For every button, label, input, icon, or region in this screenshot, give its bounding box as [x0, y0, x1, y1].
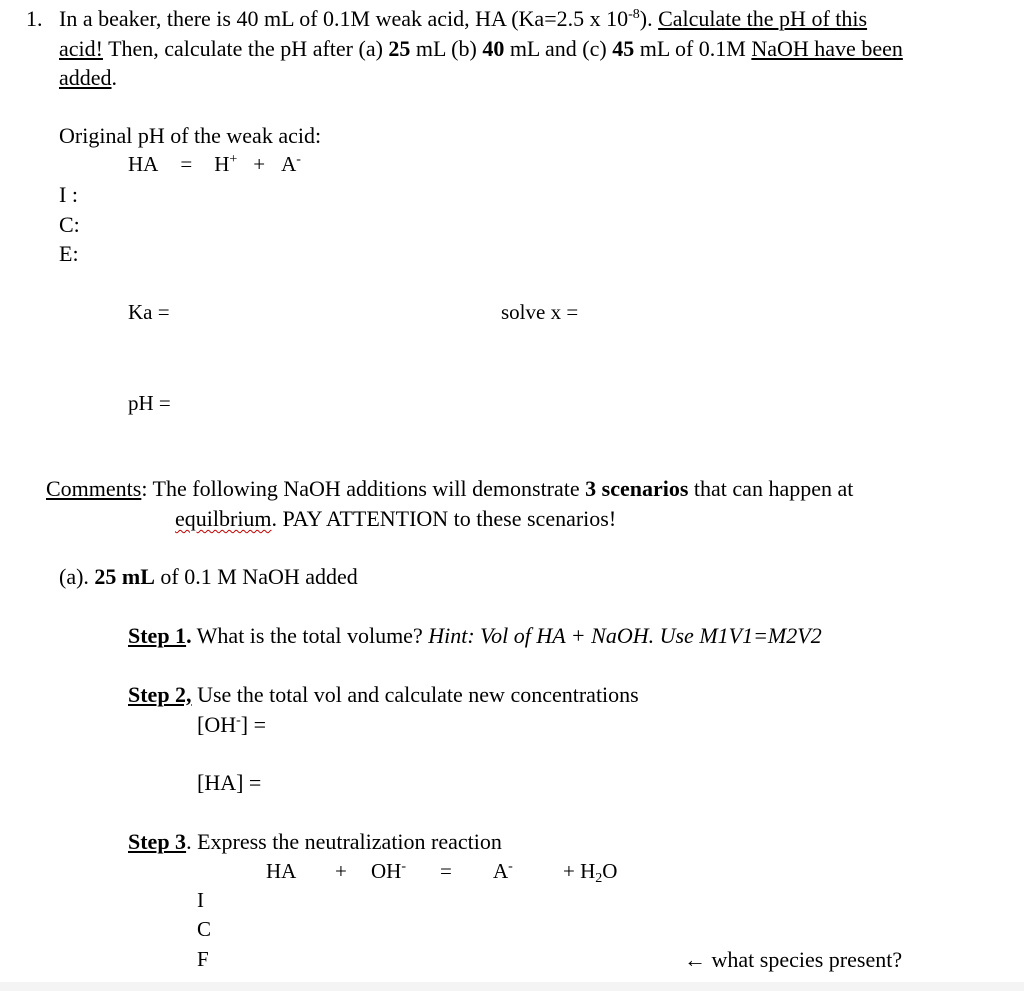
step-1-label: Step 1: [128, 623, 187, 648]
step-1-text: What is the total volume?: [191, 623, 429, 648]
oh-charge: -: [236, 713, 241, 728]
step-1: [128, 621, 822, 650]
question-line-3: [59, 63, 117, 92]
solve-x-label: solve x =: [501, 300, 579, 324]
question-line-2: [59, 34, 903, 63]
q1-text-a: In a beaker, there is 40 mL of 0.1M weak acid, HA (Ka=2.5 x 10: [59, 6, 629, 31]
part-a-volume: 25 mL: [94, 564, 155, 589]
oh-species: OH: [371, 859, 402, 883]
q3-underlined-added: added: [59, 65, 112, 90]
q2-text-h: mL of 0.1M: [634, 36, 752, 61]
step-1-dot: .: [186, 623, 192, 648]
q2-vol-b: 40: [482, 36, 505, 61]
step-3: [128, 827, 502, 856]
neutralization-a: [493, 857, 513, 886]
q2-text-b: Then, calculate the pH after (a): [102, 36, 389, 61]
oh-species-charge: -: [401, 859, 407, 874]
ka-exponent: -8: [628, 7, 640, 22]
original-ph-heading: Original pH of the weak acid:: [59, 123, 322, 148]
oh-bracket: [OH: [197, 712, 237, 737]
eq-plus: +: [253, 152, 266, 176]
a-species: A: [493, 859, 509, 883]
ice-label-i: I :: [59, 182, 78, 207]
neutralization-ha: HA: [266, 859, 297, 883]
step-2: [128, 680, 639, 709]
step-3-text: . Express the neutralization reaction: [186, 829, 502, 854]
question-number: 1.: [26, 6, 43, 31]
oh-equals: ] =: [240, 712, 267, 737]
q2-underlined-acid: acid!: [59, 36, 103, 61]
eq-a-charge: -: [296, 152, 301, 167]
comments-line-2: [175, 504, 616, 533]
neutralization-oh: [371, 857, 406, 886]
step-2-text: Use the total vol and calculate new concentrations: [191, 682, 639, 707]
comments-text-3: that can happen at: [688, 476, 854, 501]
step-1-hint: Hint: Vol of HA + NaOH. Use M1V1=M2V2: [428, 623, 822, 648]
q2-text-f: mL and (c): [504, 36, 613, 61]
q2-text-d: mL (b): [410, 36, 483, 61]
q1-underlined-text: Calculate the pH of this: [658, 6, 868, 31]
part-a-label: (a).: [59, 564, 95, 589]
comments-line-1: [46, 474, 853, 503]
neutralization-plus-1: +: [335, 859, 347, 883]
neutralization-water: [563, 857, 617, 886]
q3-period: .: [111, 65, 118, 90]
comments-label: Comments: [46, 476, 142, 501]
eq-equals: =: [180, 152, 193, 176]
eq-h: H: [214, 152, 230, 176]
oh-concentration: [197, 710, 266, 739]
ice-label-c: C:: [59, 212, 80, 237]
q1-text-b: ).: [639, 6, 659, 31]
eq-ha: HA: [128, 152, 159, 176]
step-2-label: Step 2,: [128, 682, 192, 707]
species-present-note: ← what species present?: [684, 947, 903, 972]
neutralization-plus-2: +: [563, 859, 575, 883]
ha-concentration: [HA] =: [197, 770, 262, 795]
part-a-text: of 0.1 M NaOH added: [154, 564, 358, 589]
ka-expression-label: Ka =: [128, 300, 170, 324]
misspelled-word: equilbrium: [175, 506, 272, 531]
icf-label-c: C: [197, 917, 212, 941]
water-o: O: [602, 859, 618, 883]
icf-label-i: I: [197, 888, 204, 912]
question-line-1: [59, 4, 867, 33]
water-subscript: 2: [595, 871, 603, 886]
a-species-charge: -: [508, 859, 513, 874]
icf-label-f: F: [197, 947, 209, 971]
q2-vol-c: 45: [612, 36, 635, 61]
eq-h-charge: +: [229, 152, 238, 167]
dissociation-equation: [128, 150, 301, 179]
q2-underlined-naoh: NaOH have been: [751, 36, 903, 61]
eq-a: A: [281, 152, 297, 176]
comments-text-5: . PAY ATTENTION to these scenarios!: [271, 506, 617, 531]
part-a-heading: [59, 562, 358, 591]
ph-label: pH =: [128, 391, 171, 415]
step-3-label: Step 3: [128, 829, 187, 854]
comments-scenarios: 3 scenarios: [585, 476, 689, 501]
neutralization-equals: =: [440, 859, 452, 883]
ice-label-e: E:: [59, 241, 79, 266]
q2-vol-a: 25: [388, 36, 411, 61]
water-h: H: [580, 859, 596, 883]
page-bottom-edge: [0, 982, 1024, 991]
comments-text-1: : The following NaOH additions will demonstrate: [141, 476, 586, 501]
